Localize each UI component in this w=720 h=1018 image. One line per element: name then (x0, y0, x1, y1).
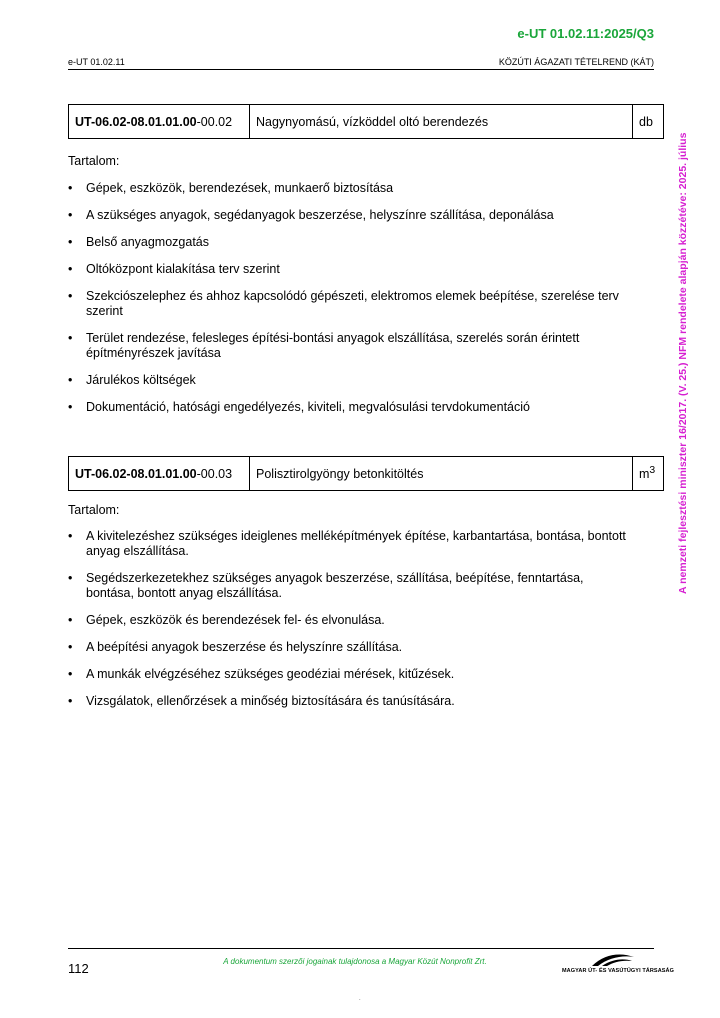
item-unit (633, 105, 664, 139)
list-item: • Terület rendezése, felesleges építési-bontási anyagok elszállítása, szerelés során érintett építményrészek javítása (68, 331, 628, 361)
item-code-suffix: -00.02 (196, 114, 233, 129)
list-item: • A beépítési anyagok beszerzése és helyszínre szállítása. (68, 640, 628, 655)
publication-side-note: A nemzeti fejlesztési miniszter 16/2017. (V. 25.) NFM rendelete alapján közzétéve: 2025. július (677, 132, 689, 594)
item-table-2 (68, 456, 664, 491)
item-unit-sup: 3 (649, 465, 656, 477)
list-item: • A munkák elvégzéséhez szükséges geodéziai mérések, kitűzések. (68, 667, 628, 682)
footer-divider (68, 948, 654, 949)
list-item: • Szekciószelephez és ahhoz kapcsolódó gépészeti, elektromos elemek beépítése, szerelése terv szerint (68, 289, 628, 319)
content-list-2 (68, 529, 628, 721)
item-name: Polisztirolgyöngy betonkitöltés (250, 457, 633, 491)
logo-swoosh-icon (562, 952, 658, 968)
header-left-code: e-UT 01.02.11 (68, 57, 125, 67)
item-unit-text: db (639, 115, 653, 130)
content-label: Tartalom: (68, 154, 120, 168)
item-code (69, 105, 250, 139)
list-item: • Vizsgálatok, ellenőrzések a minőség biztosítására és tanúsítására. (68, 694, 628, 709)
footer-dot: . (359, 996, 361, 1002)
list-item: • Gépek, eszközök és berendezések fel- és elvonulása. (68, 613, 628, 628)
header-right-title: KÖZÚTI ÁGAZATI TÉTELREND (KÁT) (498, 57, 654, 67)
society-logo (562, 952, 674, 974)
logo-text: MAGYAR ÚT- ÉS VASÚTÜGYI TÁRSASÁG (562, 968, 674, 974)
item-code (69, 457, 250, 491)
header-divider (68, 69, 654, 70)
item-code-main: UT-06.02-08.01.01.00 (75, 114, 197, 129)
item-row (69, 105, 664, 139)
item-code-suffix: -00.03 (196, 466, 233, 481)
item-unit-text: m (639, 467, 650, 482)
list-item: • Segédszerkezetekhez szükséges anyagok beszerzése, szállítása, beépítése, fenntartása, bontása, bontott anyag elszállítása. (68, 571, 628, 601)
item-unit (633, 457, 664, 491)
list-item: • Belső anyagmozgatás (68, 235, 628, 250)
list-item: • Gépek, eszközök, berendezések, munkaerő biztosítása (68, 181, 628, 196)
document-code: e-UT 01.02.11:2025/Q3 (517, 26, 654, 41)
content-label: Tartalom: (68, 503, 120, 517)
list-item: • Dokumentáció, hatósági engedélyezés, kiviteli, megvalósulási tervdokumentáció (68, 400, 628, 415)
item-row (69, 457, 664, 491)
item-table-1 (68, 104, 664, 139)
list-item: • Oltóközpont kialakítása terv szerint (68, 262, 628, 277)
page-number: 112 (68, 961, 89, 976)
list-item: • Járulékos költségek (68, 373, 628, 388)
list-item: • A kivitelezéshez szükséges ideiglenes melléképítmények építése, karbantartása, bontása, bontott anyag elszállítása. (68, 529, 628, 559)
content-list-1 (68, 181, 628, 427)
item-code-main: UT-06.02-08.01.01.00 (75, 466, 197, 481)
copyright-notice: A dokumentum szerzői jogainak tulajdonosa a Magyar Közút Nonprofit Zrt. (223, 957, 487, 966)
list-item: • A szükséges anyagok, segédanyagok beszerzése, helyszínre szállítása, deponálása (68, 208, 628, 223)
item-name: Nagynyomású, vízköddel oltó berendezés (250, 105, 633, 139)
